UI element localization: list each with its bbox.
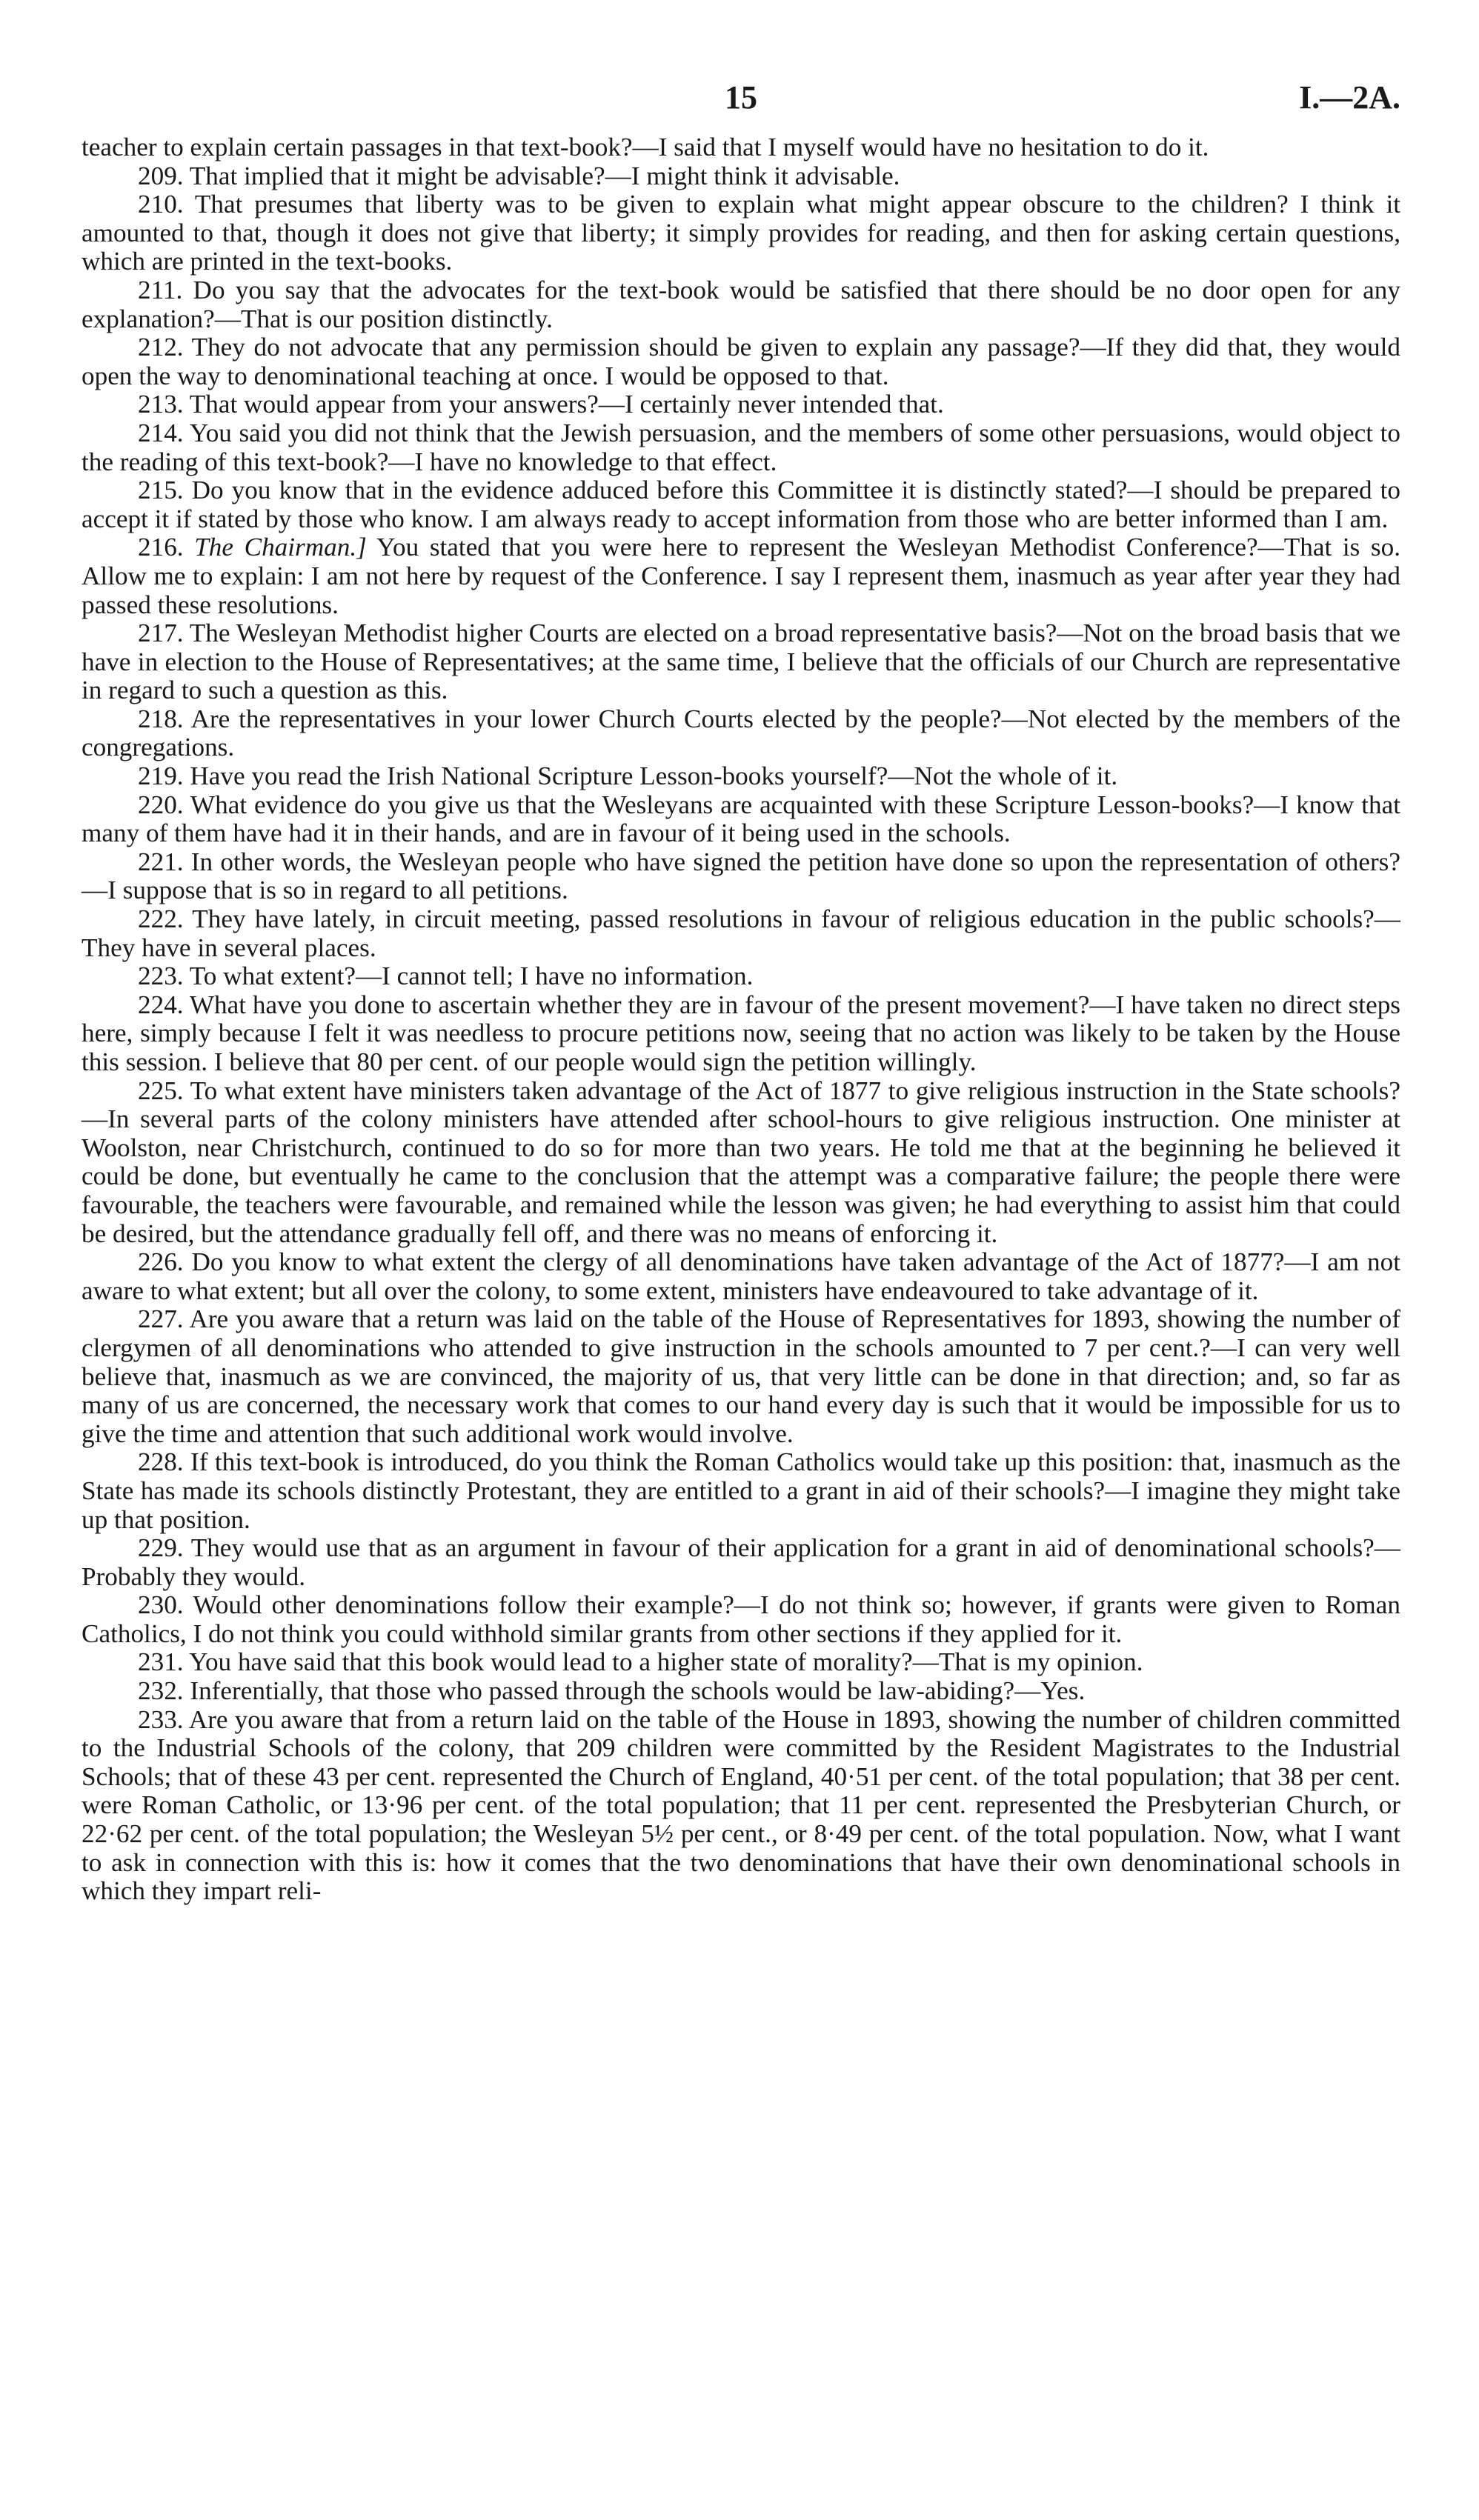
evidence-paragraph bbox=[82, 476, 1400, 533]
evidence-paragraph bbox=[82, 991, 1400, 1077]
evidence-paragraph bbox=[82, 1077, 1400, 1249]
evidence-paragraph bbox=[82, 1248, 1400, 1305]
page-header bbox=[82, 74, 1400, 133]
evidence-paragraph bbox=[82, 1305, 1400, 1448]
question-answer-text: Are the representatives in your lower Church Courts elected by the people?—Not elected by the members of the congregations. bbox=[82, 704, 1401, 762]
evidence-paragraph bbox=[82, 848, 1400, 905]
question-number: 210. bbox=[138, 190, 184, 219]
evidence-paragraph bbox=[82, 962, 1400, 991]
speaker-label: The Chairman.] bbox=[194, 533, 367, 562]
question-number: 213. bbox=[138, 390, 184, 419]
question-answer-text: To what extent have ministers taken advantage of the Act of 1877 to give religious instruction in the State schools?—In several parts of the colony ministers have attended after school-hours to give religious instruction. One minister at Woolston, near Christchurch, continued to do so for more than two years. He told me that at the beginning he believed it could be done, but eventually he came to the conclusion that the attempt was a comparative failure; the people there were favourable, the teachers were favourable, and remained while the lesson was given; he had everything to assist him that could be desired, but the attendance gradually fell off, and there was no means of enforcing it. bbox=[82, 1076, 1400, 1248]
question-number: 223. bbox=[138, 961, 184, 991]
question-answer-text: You stated that you were here to represent the Wesleyan Methodist Conference?—That is so. Allow me to explain: I am not here by request of the Conference. I say I represent them, inasmuch as year after year they had passed these resolutions. bbox=[82, 533, 1401, 619]
evidence-paragraph bbox=[82, 1591, 1400, 1648]
question-number: 211. bbox=[138, 275, 183, 304]
question-number: 225. bbox=[138, 1076, 184, 1105]
evidence-paragraph bbox=[82, 333, 1400, 390]
evidence-paragraph bbox=[82, 1677, 1400, 1706]
question-answer-text: What have you done to ascertain whether they are in favour of the present movement?—I have taken no direct steps here, simply because I felt it was needless to procure petitions now, seeing that no action was likely to be taken by the House this session. I believe that 80 per cent. of our people would sign the petition willingly. bbox=[82, 990, 1400, 1076]
question-number: 221. bbox=[138, 847, 184, 876]
question-answer-text: Have you read the Irish National Scripture Lesson-books yourself?—Not the whole of it. bbox=[190, 761, 1118, 791]
evidence-paragraph bbox=[82, 162, 1400, 191]
question-answer-text: Would other denominations follow their example?—I do not think so; however, if grants were given to Roman Catholics, I do not think you could withhold similar grants from other sections if they applied for it. bbox=[82, 1590, 1400, 1648]
question-answer-text: That would appear from your answers?—I certainly never intended that. bbox=[189, 390, 944, 419]
question-number: 226. bbox=[138, 1247, 184, 1277]
question-number: 217. bbox=[138, 619, 184, 648]
question-answer-text: They do not advocate that any permission should be given to explain any passage?—If they did that, they would open the way to denominational teaching at once. I would be opposed to that. bbox=[82, 333, 1400, 390]
evidence-paragraph bbox=[82, 905, 1400, 962]
evidence-body bbox=[82, 133, 1400, 1906]
evidence-paragraph bbox=[82, 1706, 1400, 1906]
question-number: 229. bbox=[138, 1533, 184, 1563]
question-number: 214. bbox=[138, 418, 184, 447]
question-number: 228. bbox=[138, 1447, 184, 1477]
evidence-paragraph bbox=[82, 1448, 1400, 1534]
page-number: 15 bbox=[725, 79, 757, 116]
question-answer-text: That presumes that liberty was to be given to explain what might appear obscure to the children? I think it amounted to that, though it does not give that liberty; it simply provides for reading, and then for asking certain questions, which are printed in the text-books. bbox=[82, 190, 1400, 276]
question-number: 231. bbox=[138, 1647, 184, 1677]
question-answer-text: Do you know to what extent the clergy of all denominations have taken advantage of the Act of 1877?—I am not aware to what extent; but all over the colony, to some extent, ministers have endeavoured to take advantage of it. bbox=[82, 1247, 1401, 1305]
question-number: 218. bbox=[138, 704, 184, 733]
question-number: 212. bbox=[138, 333, 184, 362]
question-number: 216. bbox=[138, 533, 184, 562]
question-answer-text: Inferentially, that those who passed through the schools would be law-abiding?—Yes. bbox=[190, 1676, 1086, 1706]
document-page bbox=[82, 74, 1400, 1906]
series-reference: I.—2A. bbox=[1299, 79, 1400, 116]
evidence-paragraph bbox=[82, 419, 1400, 476]
question-answer-text: Do you know that in the evidence adduced before this Committee it is distinctly stated?—I should be prepared to accept it if stated by those who know. I am always ready to accept information from those who are better informed than I am. bbox=[82, 476, 1400, 533]
continuation-paragraph: teacher to explain certain passages in that text-book?—I said that I myself would have no hesitation to do it. bbox=[82, 133, 1209, 161]
evidence-paragraph bbox=[82, 791, 1400, 848]
question-number: 230. bbox=[138, 1590, 184, 1620]
evidence-paragraph bbox=[82, 705, 1400, 762]
evidence-paragraph bbox=[82, 190, 1400, 276]
question-answer-text: Are you aware that from a return laid on the table of the House in 1893, showing the number of children committed to the Industrial Schools of the colony, that 209 children were committed by the Resident Magistrates to the Industrial Schools; that of these 43 per cent. represented the Church of England, 40·51 per cent. of the total population; that 38 per cent. were Roman Catholic, or 13·96 per cent. of the total population; that 11 per cent. represented the Presbyterian Church, or 22·62 per cent. of the total population; the Wesleyan 5½ per cent., or 8·49 per cent. of the total population. Now, what I want to ask in connection with this is: how it comes that the two denominations that have their own denominational schools in which they impart reli- bbox=[82, 1704, 1400, 1906]
question-number: 227. bbox=[138, 1304, 184, 1334]
question-answer-text: The Wesleyan Methodist higher Courts are elected on a broad representative basis?—Not on the broad basis that we have in election to the House of Representatives; at the same time, I believe that the officials of our Church are representative in regard to such a question as this. bbox=[82, 619, 1400, 705]
question-answer-text: In other words, the Wesleyan people who have signed the petition have done so upon the representation of others?—I suppose that is so in regard to all petitions. bbox=[82, 847, 1400, 905]
question-number: 219. bbox=[138, 761, 184, 791]
question-answer-text: Do you say that the advocates for the text-book would be satisfied that there should be no door open for any explanation?—That is our position distinctly. bbox=[82, 275, 1400, 333]
question-answer-text: What evidence do you give us that the Wesleyans are acquainted with these Scripture Lesson-books?—I know that many of them have had it in their hands, and are in favour of it being used in the schools. bbox=[82, 790, 1400, 848]
evidence-paragraph bbox=[82, 762, 1400, 791]
evidence-paragraph bbox=[82, 619, 1400, 705]
evidence-paragraph bbox=[82, 1534, 1400, 1591]
evidence-paragraph bbox=[82, 533, 1400, 619]
question-number: 233. bbox=[138, 1704, 184, 1734]
question-answer-text: They have lately, in circuit meeting, passed resolutions in favour of religious education in the public schools?—They have in several places. bbox=[82, 904, 1400, 962]
evidence-paragraph bbox=[82, 276, 1400, 333]
question-answer-text: If this text-book is introduced, do you think the Roman Catholics would take up this position: that, inasmuch as the State has made its schools distinctly Protestant, they are entitled to a grant in aid of their schools?—I imagine they might take up that position. bbox=[82, 1447, 1401, 1534]
question-answer-text: Are you aware that a return was laid on the table of the House of Representatives for 1893, showing the number of clergymen of all denominations who attended to give instruction in the schools amounted to 7 per cent.?—I can very well believe that, inasmuch as we are convinced, the majority of us, that very little can be done in that direction; and, so far as many of us are concerned, the necessary work that comes to our hand every day is such that it would be impossible for us to give the time and attention that such additional work would involve. bbox=[82, 1304, 1400, 1448]
question-answer-text: They would use that as an argument in favour of their application for a grant in aid of denominational schools?—Probably they would. bbox=[82, 1533, 1400, 1591]
question-answer-text: You said you did not think that the Jewish persuasion, and the members of some other persuasions, would object to the reading of this text-book?—I have no knowledge to that effect. bbox=[82, 418, 1400, 476]
question-number: 209. bbox=[138, 161, 184, 190]
question-number: 224. bbox=[138, 990, 184, 1019]
question-answer-text: You have said that this book would lead to a higher state of morality?—That is my opinion. bbox=[189, 1647, 1143, 1677]
question-number: 215. bbox=[138, 476, 184, 505]
question-number: 232. bbox=[138, 1676, 184, 1706]
question-answer-text: To what extent?—I cannot tell; I have no information. bbox=[189, 961, 754, 991]
question-number: 222. bbox=[138, 904, 184, 934]
question-answer-text: That implied that it might be advisable?—I might think it advisable. bbox=[189, 161, 900, 190]
evidence-paragraph bbox=[82, 390, 1400, 419]
evidence-paragraph bbox=[82, 1648, 1400, 1677]
question-number: 220. bbox=[138, 790, 184, 819]
